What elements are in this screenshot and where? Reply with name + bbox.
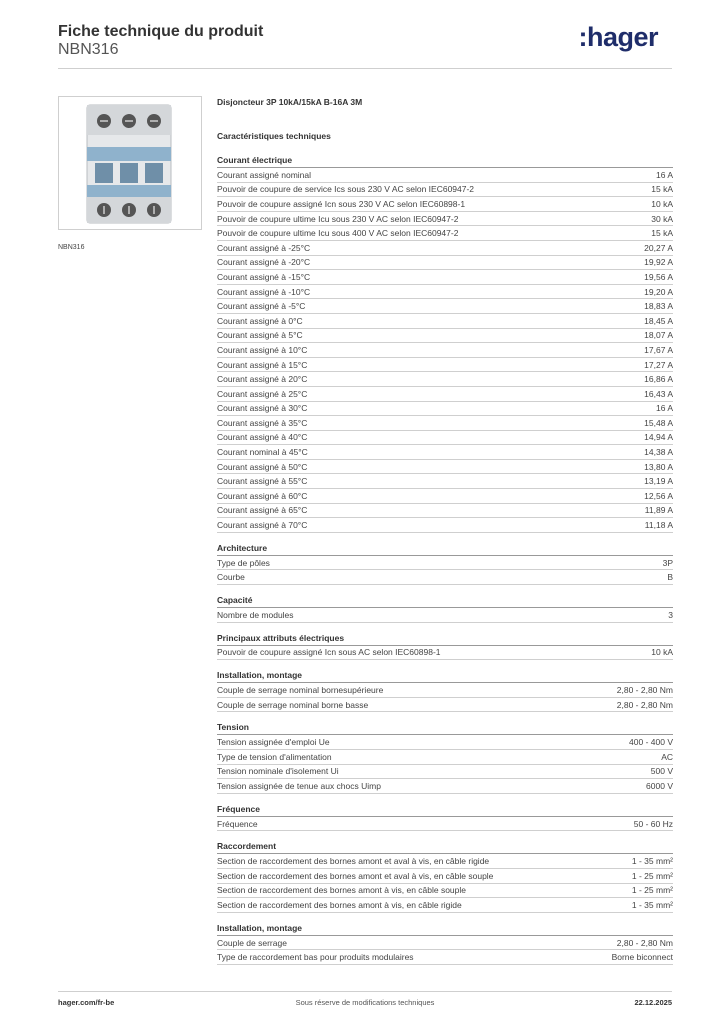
spec-value: 18,45 A xyxy=(644,315,673,326)
spec-value: 1 - 25 mm² xyxy=(631,885,673,896)
spec-row xyxy=(217,358,673,373)
spec-row xyxy=(217,343,673,358)
spec-label: Pouvoir de coupure assigné Icn sous AC selon IEC60898-1 xyxy=(217,647,441,658)
spec-label: Section de raccordement des bornes amont à vis, en câble souple xyxy=(217,885,467,896)
spec-row xyxy=(217,854,673,869)
section-heading: Courant électrique xyxy=(217,154,673,168)
spec-row xyxy=(217,646,673,661)
spec-value: 17,27 A xyxy=(644,359,673,370)
spec-label: Tension nominale d'isolement Ui xyxy=(217,766,339,777)
spec-value: 1 - 35 mm² xyxy=(631,899,673,910)
spec-row xyxy=(217,402,673,417)
footer-disclaimer: Sous réserve de modifications techniques xyxy=(295,998,435,1007)
spec-value: 19,92 A xyxy=(644,257,673,268)
spec-label: Pouvoir de coupure de service Ics sous 230 V AC selon IEC60947-2 xyxy=(217,184,475,195)
footer-divider xyxy=(58,991,672,992)
page-footer xyxy=(58,998,672,1010)
spec-row xyxy=(217,950,673,965)
spec-label: Couple de serrage nominal borne basse xyxy=(217,699,369,710)
spec-row xyxy=(217,387,673,402)
spec-row xyxy=(217,256,673,271)
spec-label: Couple de serrage xyxy=(217,937,287,948)
spec-value: 6000 V xyxy=(646,780,673,791)
spec-row xyxy=(217,212,673,227)
spec-row xyxy=(217,570,673,585)
spec-label: Courant assigné à 55°C xyxy=(217,476,308,487)
spec-row xyxy=(217,226,673,241)
spec-label: Couple de serrage nominal bornesupérieure xyxy=(217,685,384,696)
spec-label: Courant assigné à 40°C xyxy=(217,432,308,443)
spec-value: 1 - 25 mm² xyxy=(631,870,673,881)
spec-value: 1 - 35 mm² xyxy=(631,856,673,867)
spec-label: Nombre de modules xyxy=(217,609,294,620)
spec-label: Courant assigné à 15°C xyxy=(217,359,308,370)
spec-value: 15,48 A xyxy=(644,417,673,428)
spec-sections xyxy=(217,154,673,965)
footer-date: 22.12.2025 xyxy=(634,998,672,1007)
spec-value: 400 - 400 V xyxy=(629,737,673,748)
section-heading: Raccordement xyxy=(217,840,673,854)
spec-row xyxy=(217,489,673,504)
section-spacer xyxy=(217,794,673,803)
product-name: Disjoncteur 3P 10kA/15kA B-16A 3M xyxy=(217,97,363,107)
spec-row xyxy=(217,416,673,431)
spec-value: 11,18 A xyxy=(644,520,673,531)
circuit-breaker-illustration xyxy=(59,97,201,229)
footer-website: hager.com/fr-be xyxy=(58,998,115,1007)
section-heading: Principaux attributs électriques xyxy=(217,632,673,646)
spec-row xyxy=(217,898,673,913)
spec-row xyxy=(217,518,673,533)
spec-label: Courant assigné à -5°C xyxy=(217,301,306,312)
spec-label: Courant assigné à 0°C xyxy=(217,315,303,326)
spec-row xyxy=(217,299,673,314)
spec-value: 13,19 A xyxy=(644,476,673,487)
spec-row xyxy=(217,168,673,183)
spec-label: Tension assignée d'emploi Ue xyxy=(217,737,330,748)
spec-row xyxy=(217,285,673,300)
spec-label: Courant assigné à -10°C xyxy=(217,286,311,297)
spec-label: Courant assigné à 30°C xyxy=(217,403,308,414)
section-heading: Capacité xyxy=(217,594,673,608)
section-heading: Installation, montage xyxy=(217,922,673,936)
spec-label: Type de raccordement bas pour produits modulaires xyxy=(217,952,414,963)
product-image-caption: NBN316 xyxy=(58,244,85,251)
spec-row xyxy=(217,750,673,765)
section-spacer xyxy=(217,831,673,840)
spec-row xyxy=(217,329,673,344)
specs-main-heading: Caractéristiques techniques xyxy=(217,131,331,141)
spec-label: Courant nominal à 45°C xyxy=(217,447,308,458)
section-heading: Tension xyxy=(217,721,673,735)
spec-label: Section de raccordement des bornes amont et aval à vis, en câble souple xyxy=(217,870,494,881)
spec-value: 20,27 A xyxy=(644,242,673,253)
spec-label: Courbe xyxy=(217,572,245,583)
spec-value: 18,07 A xyxy=(644,330,673,341)
spec-value: 15 kA xyxy=(651,228,673,239)
spec-label: Courant assigné à -20°C xyxy=(217,257,311,268)
spec-label: Section de raccordement des bornes amont à vis, en câble rigide xyxy=(217,899,462,910)
spec-row xyxy=(217,372,673,387)
spec-value: 11,89 A xyxy=(644,505,673,516)
spec-row xyxy=(217,504,673,519)
spec-row xyxy=(217,698,673,713)
spec-value: B xyxy=(667,572,673,583)
section-spacer xyxy=(217,533,673,542)
spec-value: 500 V xyxy=(650,766,673,777)
spec-label: Section de raccordement des bornes amont et aval à vis, en câble rigide xyxy=(217,856,490,867)
spec-label: Courant assigné à 50°C xyxy=(217,461,308,472)
spec-value: 10 kA xyxy=(651,198,673,209)
section-spacer xyxy=(217,585,673,594)
section-spacer xyxy=(217,712,673,721)
spec-value: 13,80 A xyxy=(644,461,673,472)
spec-row xyxy=(217,765,673,780)
spec-value: 16 A xyxy=(655,169,673,180)
section-spacer xyxy=(217,913,673,922)
spec-label: Courant assigné nominal xyxy=(217,169,312,180)
spec-row xyxy=(217,936,673,951)
spec-label: Type de pôles xyxy=(217,557,270,568)
spec-label: Courant assigné à 5°C xyxy=(217,330,303,341)
spec-row xyxy=(217,608,673,623)
spec-value: AC xyxy=(661,751,673,762)
header-divider xyxy=(58,68,672,69)
section-heading: Architecture xyxy=(217,542,673,556)
product-image xyxy=(58,96,202,230)
spec-value: 10 kA xyxy=(651,647,673,658)
spec-row xyxy=(217,241,673,256)
spec-row xyxy=(217,314,673,329)
spec-value: 14,94 A xyxy=(644,432,673,443)
spec-value: 16 A xyxy=(655,403,673,414)
spec-value: 15 kA xyxy=(651,184,673,195)
spec-label: Courant assigné à 35°C xyxy=(217,417,308,428)
spec-value: 19,20 A xyxy=(644,286,673,297)
spec-value: 18,83 A xyxy=(644,301,673,312)
spec-row xyxy=(217,183,673,198)
spec-value: 12,56 A xyxy=(644,490,673,501)
spec-label: Type de tension d'alimentation xyxy=(217,751,332,762)
spec-row xyxy=(217,869,673,884)
spec-label: Courant assigné à 65°C xyxy=(217,505,308,516)
spec-row xyxy=(217,683,673,698)
spec-value: 17,67 A xyxy=(644,344,673,355)
spec-label: Courant assigné à 70°C xyxy=(217,520,308,531)
spec-row xyxy=(217,197,673,212)
spec-label: Tension assignée de tenue aux chocs Uimp xyxy=(217,780,381,791)
spec-value: 3P xyxy=(662,557,673,568)
hager-logo: :hager xyxy=(578,22,658,52)
spec-label: Pouvoir de coupure ultime Icu sous 400 V AC selon IEC60947-2 xyxy=(217,228,459,239)
spec-row xyxy=(217,735,673,750)
spec-label: Courant assigné à 10°C xyxy=(217,344,308,355)
spec-label: Pouvoir de coupure assigné Icn sous 230 V AC selon IEC60898-1 xyxy=(217,198,466,209)
spec-row xyxy=(217,884,673,899)
spec-row xyxy=(217,474,673,489)
spec-value: 3 xyxy=(668,609,673,620)
spec-value: Borne biconnect xyxy=(611,952,673,963)
spec-value: 2,80 - 2,80 Nm xyxy=(616,699,673,710)
section-spacer xyxy=(217,660,673,669)
section-spacer xyxy=(217,623,673,632)
spec-value: 16,43 A xyxy=(644,388,673,399)
spec-value: 2,80 - 2,80 Nm xyxy=(616,685,673,696)
spec-value: 50 - 60 Hz xyxy=(633,818,673,829)
section-heading: Installation, montage xyxy=(217,669,673,683)
spec-label: Pouvoir de coupure ultime Icu sous 230 V AC selon IEC60947-2 xyxy=(217,213,459,224)
spec-row xyxy=(217,270,673,285)
spec-row xyxy=(217,556,673,571)
spec-value: 30 kA xyxy=(651,213,673,224)
spec-label: Courant assigné à -25°C xyxy=(217,242,311,253)
spec-value: 16,86 A xyxy=(644,374,673,385)
spec-label: Courant assigné à 60°C xyxy=(217,490,308,501)
spec-value: 14,38 A xyxy=(644,447,673,458)
spec-value: 19,56 A xyxy=(644,271,673,282)
spec-label: Courant assigné à 25°C xyxy=(217,388,308,399)
document-title: Fiche technique du produit xyxy=(58,23,264,40)
page-header xyxy=(58,22,672,70)
section-heading: Fréquence xyxy=(217,803,673,817)
spec-value: 2,80 - 2,80 Nm xyxy=(616,937,673,948)
spec-label: Courant assigné à -15°C xyxy=(217,271,311,282)
spec-row xyxy=(217,460,673,475)
spec-row xyxy=(217,779,673,794)
specifications-panel xyxy=(217,96,673,965)
spec-row xyxy=(217,431,673,446)
document-subtitle: NBN316 xyxy=(58,41,119,58)
spec-label: Courant assigné à 20°C xyxy=(217,374,308,385)
spec-label: Fréquence xyxy=(217,818,258,829)
spec-row xyxy=(217,817,673,832)
spec-row xyxy=(217,445,673,460)
